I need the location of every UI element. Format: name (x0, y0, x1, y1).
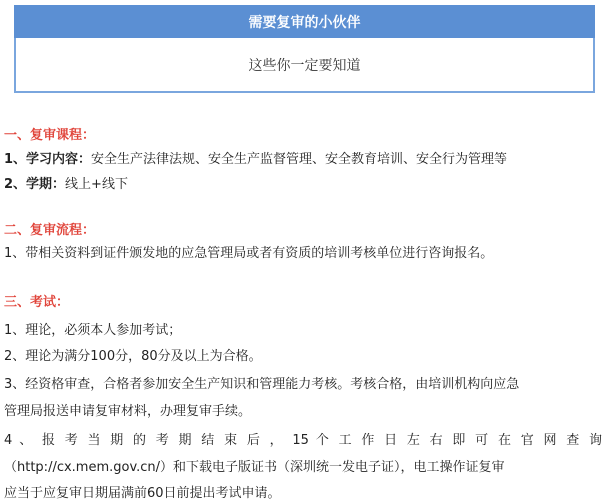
item-text: 安全生产法律法规、安全生产监督管理、安全教育培训、安全行为管理等 (91, 152, 508, 167)
section-title-exam: 三、考试： (4, 295, 70, 310)
header-card (14, 5, 595, 93)
list-item-exam-1: 1、理论，必须本人参加考试； (4, 323, 182, 338)
list-item-exam-4-line-1: 4 、 报 考 当 期 的 考 期 结 束 后 ， 15 个 工 作 日 左 右 即 可 在 官 网 查 询 (4, 433, 602, 448)
list-item-exam-3-line-2: 管理局报送申请复审材料，办理复审手续。 (4, 404, 252, 419)
item-label: 2、学期： (4, 177, 66, 192)
list-item-process-1: 1、带相关资料到证件颁发地的应急管理局或者有资质的培训考核单位进行咨询报名。 (4, 246, 494, 261)
section-title-course: 一、复审课程： (4, 128, 96, 143)
section-title-process: 二、复审流程： (4, 223, 96, 238)
card-subtitle: 这些你一定要知道 (14, 38, 595, 93)
list-item-exam-4-line-3: 应当于应复审日期届满前60日前提出考试申请。 (4, 486, 281, 501)
list-item-study-content (4, 148, 507, 167)
card-title: 需要复审的小伙伴 (14, 5, 595, 38)
item-text: 线上+线下 (65, 177, 128, 192)
list-item-exam-4-line-2: （http://cx.mem.gov.cn/）和下载电子版证书（深圳统一发电子证），电工操作证复审 (4, 460, 505, 475)
list-item-exam-3-line-1: 3、经资格审查，合格者参加安全生产知识和管理能力考核。考核合格，由培训机构向应急 (4, 377, 520, 392)
list-item-exam-2: 2、理论为满分100分，80分及以上为合格。 (4, 349, 262, 364)
list-item-term (4, 173, 128, 192)
item-label: 1、学习内容： (4, 152, 92, 167)
